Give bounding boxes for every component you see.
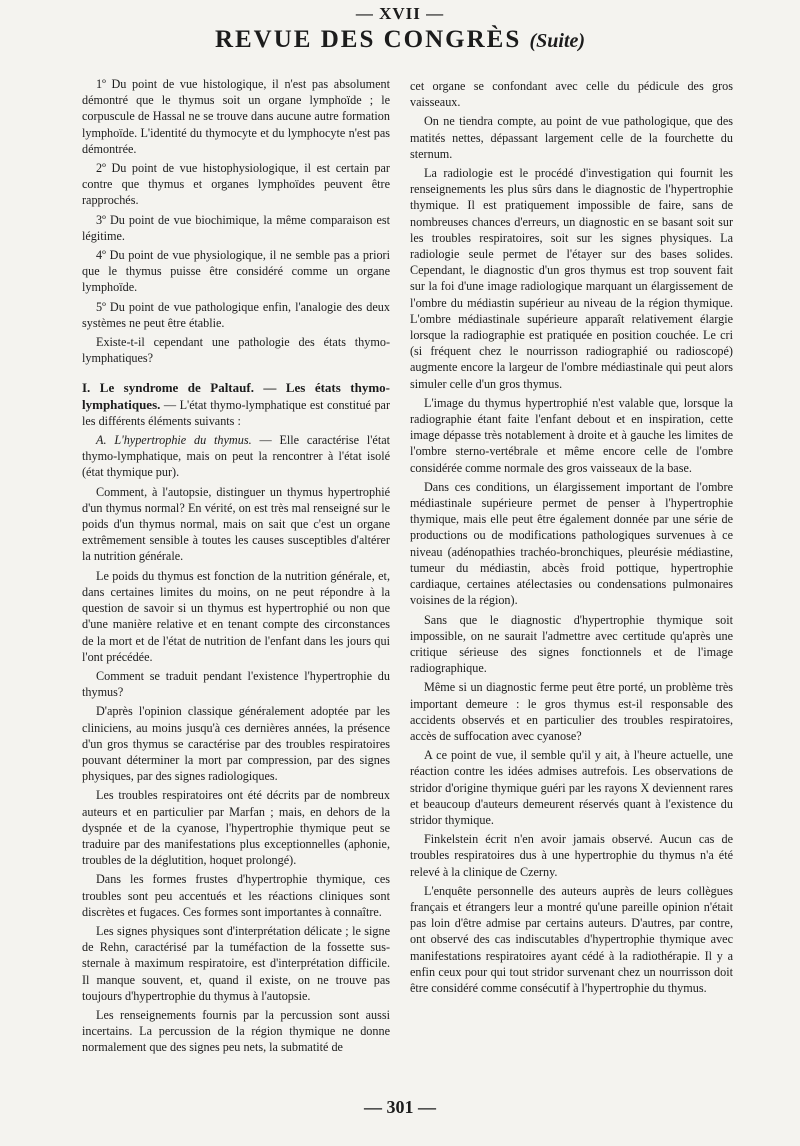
paragraph: Le poids du thymus est fonction de la nutrition générale, et, dans certaines limites du moins, on ne peut répondre à la question de savoir si un thymus est hypertrophié ou non que d'une manière relative et en tenant compte des circonstances de la mort et de l'état de nutrition de l'enfant dans les jours qui l'ont précédée. bbox=[82, 568, 390, 664]
paragraph: L'image du thymus hypertrophié n'est valable que, lorsque la radiographie étant faite l'enfant debout et en inspiration, cette image dépasse très notablement à droite et à gauche les limites de l'ombre sterno-vertébrale et même encore celle de l'ombre considérée comme normale des gros vaisseaux de la base. bbox=[410, 395, 733, 475]
section-intro: — L'état thymo-lymphatique est constitué par les différents éléments suivants : bbox=[82, 397, 391, 428]
left-column bbox=[82, 76, 390, 1059]
header-suite: (Suite) bbox=[529, 30, 586, 52]
paragraph: Sans que le diagnostic d'hypertrophie thymique soit impossible, on ne saurait l'admettre avec certitude qu'après une critique sérieuse des signes fonctionnels et de l'image radiographique. bbox=[410, 612, 733, 676]
paragraph: Existe-t-il cependant une pathologie des états thymo-lymphatiques? bbox=[82, 335, 390, 366]
paragraph: Comment, à l'autopsie, distinguer un thymus hypertrophié d'un thymus normal? En vérité, on est très mal renseigné sur le poids d'un thymus normal, mais on sait que c'est un organe extrêmement sensible à toutes les causes susceptibles d'altérer la nutrition générale. bbox=[82, 484, 390, 564]
paragraph: L'enquête personnelle des auteurs auprès de leurs collègues français et étrangers leur a montré qu'une pareille opinion n'était pas loin d'être admise par certains auteurs. D'autres, par contre, ont observé des cas indiscutables d'hypertrophie thymique avec manifestations respiratoires ayant cédé à la radiothérapie. Il y a enfin ceux pour qui tout stridor survenant chez un nourrisson doit être considéré comme consécutif à l'hypertrophie du thymus. bbox=[410, 883, 733, 995]
paragraph: Les renseignements fournis par la percussion sont aussi incertains. La percussion de la région thymique ne donne normalement que des signes peu nets, la submatité de bbox=[82, 1007, 390, 1055]
paragraph: 5º Du point de vue pathologique enfin, l'analogie des deux systèmes ne peut être établie. bbox=[82, 299, 390, 330]
paragraph: 1º Du point de vue histologique, il n'est pas absolument démontré que le thymus soit un organe lymphoïde ; le corpuscule de Hassal ne se trouve dans aucune autre formation lymphoïde. L'identité du thymocyte et du lymphocyte n'est pas démontrée. bbox=[82, 77, 390, 156]
paragraph: cet organe se confondant avec celle du pédicule des gros vaisseaux. bbox=[410, 79, 733, 110]
header-title: REVUE DES CONGRÈS bbox=[214, 26, 522, 53]
paragraph: 4º Du point de vue physiologique, il ne semble pas a priori que le thymus puisse être considéré comme un organe lymphoïde. bbox=[82, 248, 390, 295]
paragraph: On ne tiendra compte, au point de vue pathologique, que des matités nettes, dépassant largement celle de la fourchette du sternum. bbox=[410, 114, 733, 161]
section-header bbox=[0, 26, 800, 54]
paragraph: A ce point de vue, il semble qu'il y ait, à l'heure actuelle, une réaction contre les idées admises autrefois. Les observations de stridor d'origine thymique guéri par les rayons X deviennent rares et beaucoup d'auteurs demeurent réservés quant à l'existence du stridor thymique. bbox=[410, 748, 733, 827]
subsection-label: A. L'hypertrophie du thymus. bbox=[96, 433, 252, 448]
paragraph: Comment se traduit pendant l'existence l'hypertrophie du thymus? bbox=[82, 668, 390, 700]
page-number: — 301 — bbox=[364, 1097, 436, 1117]
paragraph: Dans ces conditions, un élargissement important de l'ombre médiastinale supérieure permet de penser à l'hypertrophie thymique, mais elle peut être également donnée par une série de productions ou de modifications pathologiques survenues à ce niveau (adénopathies trachéo-bronchiques, pleurésie médiastine, tumeur du médiastin, abcès froid pottique, hypertrophie cardiaque, certaines atélectasies ou condensations pulmonaires voisines de la région). bbox=[410, 479, 733, 608]
paragraph: 2º Du point de vue histophysiologique, il est certain par contre que thymus et organes lymphoïdes peuvent être rapprochés. bbox=[82, 161, 390, 208]
paragraph: 3º Du point de vue biochimique, la même comparaison est légitime. bbox=[82, 212, 390, 243]
roman-folio: — XVII — bbox=[355, 4, 445, 23]
paragraph: Les troubles respiratoires ont été décrits par de nombreux auteurs et en particulier par Marfan ; mais, en dehors de la dyspnée et de la cyanose, l'hypertrophie thymique peut se traduire par des manifestations plus exceptionnelles (aphonie, troubles de la déglutition, hoquet prolongé). bbox=[82, 788, 390, 868]
paragraph: Les signes physiques sont d'interprétation délicate ; le signe de Rehn, caractérisé par la tuméfaction de la fossette sus-sternale à maximum respiratoire, est d'interprétation difficile. Il manque souvent, et, quand il existe, on ne trouve pas toujours d'hypertrophie du thymus à l'autopsie. bbox=[82, 923, 390, 1003]
paragraph: La radiologie est le procédé d'investigation qui fournit les renseignements les plus sûrs dans le diagnostic de l'hypertrophie thymique. Il est pratiquement impossible de faire, sans de nombreuses chances d'erreurs, un diagnostic en se basant soit sur les troubles respiratoires, soit sur les signes physiques. La radiologie seule permet de l'étayer sur des bases solides. Cependant, le diagnostic d'un gros thymus est trop souvent fait sur la foi d'une image radiologique marquant un élargissement de l'ombre du médiastin supérieur au niveau de la région thymique. L'ombre médiastinale supérieure apparaît relativement élargie lorsque la radiographie est pratiquée en position couchée. Le cri (si fréquent chez le nourrisson radiographié ou radioscopé) augmente encore la largeur de l'ombre médiastinale qui peut alors simuler celle d'un gros thymus. bbox=[410, 166, 733, 391]
section-heading: I. Le syndrome de Paltauf. — Les états thymo-lymphatiques. bbox=[82, 380, 390, 412]
paragraph: Finkelstein écrit n'en avoir jamais observé. Aucun cas de troubles respiratoires dus à une hypertrophie du thymus n'a été relevé à la clinique de Czerny. bbox=[410, 832, 733, 879]
subsection-paragraph bbox=[82, 432, 390, 481]
paragraph: D'après l'opinion classique généralement adoptée par les cliniciens, au moins jusqu'à ces dernières années, la présence d'un gros thymus se caractérise par des troubles respiratoires pouvant déterminer la mort par compression, par des signes physiques, par des signes radiologiques. bbox=[82, 704, 390, 784]
paragraph: Dans les formes frustes d'hypertrophie thymique, ces troubles sont peu accentués et les réactions cliniques sont discrètes et fugaces. Ces formes sont importantes à connaître. bbox=[82, 872, 390, 919]
subsection-text: — Elle caractérise l'état thymo-lymphatique, mais on peut la rencontrer à l'état isolé (état thymique pur). bbox=[82, 433, 391, 480]
right-column bbox=[410, 78, 733, 999]
paragraph: Même si un diagnostic ferme peut être porté, un problème très important demeure : le gros thymus est-il responsable des accidents observés et en particulier des troubles respiratoires, accès de suffocation avec cyanose? bbox=[410, 680, 733, 743]
